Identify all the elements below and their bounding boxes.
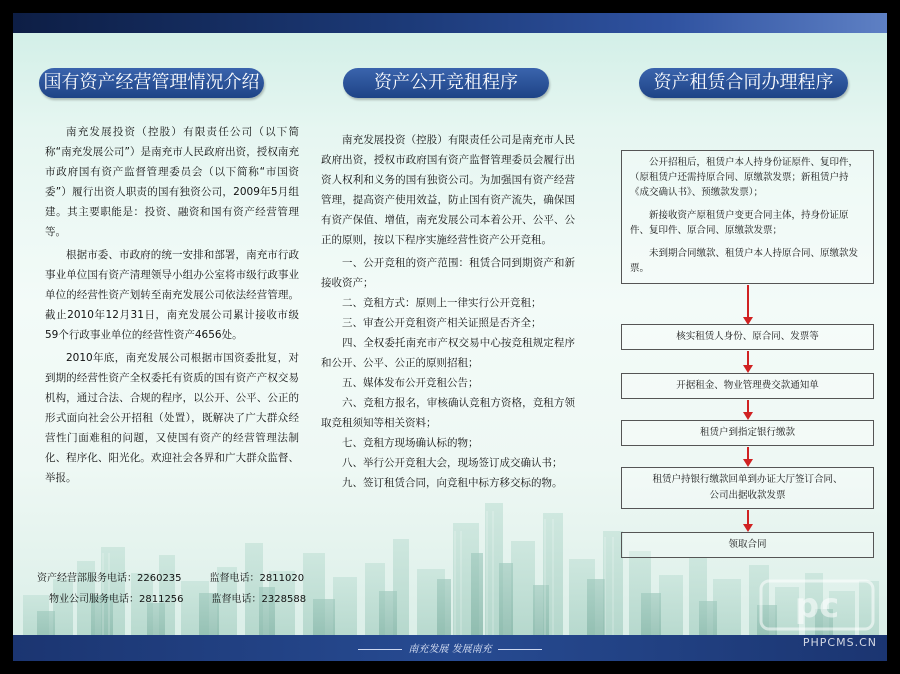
flow-step-collect-contract <box>621 532 874 558</box>
intro-paragraph-2: 根据市委、市政府的统一安排和部署，南充市行政事业单位国有资产清理领导小组办公室将市级行政事业单位的经营性资产划转至南充发展公司依法经营管理。截止2010年12月31日，南充发展公司累计接收市级59个行政事业单位的经营性资产4656处。 <box>45 249 299 341</box>
flow-step-text: 公司出据收款发票 <box>709 490 786 501</box>
intro-body <box>45 122 299 491</box>
contract-title: 资产租赁合同办理程序 <box>639 68 848 98</box>
contact-label: 物业公司服务电话： <box>49 594 139 605</box>
slogan-divider <box>498 649 542 650</box>
bidding-step: 七、竞租方现场确认标的物； <box>342 437 479 449</box>
bidding-body <box>321 130 575 493</box>
brochure-page <box>13 13 887 661</box>
bidding-step: 六、竞租方报名，审核确认竞租方资格，竞租方领取竞租须知等相关资料； <box>321 397 575 429</box>
supervision-label: 监督电话： <box>211 594 262 605</box>
supervision-phone: 2328588 <box>261 594 307 605</box>
flow-step-text: 核实租赁人身份、原合同、发票等 <box>676 331 819 342</box>
intro-paragraph-1: 南充发展投资（控股）有限责任公司（以下简称“南充发展公司”）是南充市人民政府出资，授权南充市政府国有资产监督管理委员会（以下简称“市国资委”）履行出资人职责的国有独资公司，2009年5月组建。其主要职能是：投资、融资和国有资产经营管理等。 <box>45 126 299 238</box>
bidding-step: 八、举行公开竞租大会，现场签订成交确认书； <box>342 457 563 469</box>
flow-step-text: 租赁户到指定银行缴款 <box>699 427 795 438</box>
bidding-title: 资产公开竞租程序 <box>343 68 549 98</box>
contact-row-asset <box>37 568 306 589</box>
flow-step-sign-contract <box>621 467 874 509</box>
contact-phone: 2811256 <box>139 594 184 605</box>
supervision-label: 监督电话： <box>209 573 260 584</box>
bidding-intro: 南充发展投资（控股）有限责任公司是南充市人民政府出资，授权市政府国有资产监督管理委员会履行出资人权利和义务的国有独资公司。为加强国有资产经营管理，提高资产使用效益，防止国有资产流失，确保国有资产保值、增值，南充发展公司本着公开、公平、公正的原则，按以下程序实施经营性资产公开竞租。 <box>321 134 575 246</box>
bidding-step: 九、签订租赁合同，向竞租中标方移交标的物。 <box>342 477 563 489</box>
supervision-phone: 2811020 <box>259 573 305 584</box>
svg-text:pc: pc <box>794 586 840 626</box>
bidding-step: 四、全权委托南充市产权交易中心按竞租规定程序和公开、公平、公正的原则招租； <box>321 337 575 369</box>
contact-phones <box>37 568 306 610</box>
contract-notes-box <box>621 150 874 284</box>
flow-arrow <box>743 285 753 325</box>
flow-step-text: 开据租金、物业管理费交款通知单 <box>676 380 819 391</box>
intro-paragraph-3: 2010年底，南充发展公司根据市国资委批复，对到期的经营性资产全权委托有资质的国有资产产权交易机构，通过合法、合规的程序，以公开、公平、公正的形式面向社会公开招租（处置），既解决了广大群众经营性门面难租的问题，又使国有资产的经营管理法制化、程序化、阳光化。欢迎社会各界和广大群众监督、举报。 <box>45 352 299 484</box>
flow-step-verify <box>621 324 874 350</box>
slogan-divider <box>358 649 402 650</box>
contract-note: 未到期合同缴款、租赁户本人持原合同、原缴款发票。 <box>630 248 859 274</box>
bidding-step: 五、媒体发布公开竞租公告； <box>342 377 479 389</box>
watermark-logo <box>757 579 877 631</box>
flow-step-payment-notice <box>621 373 874 399</box>
contact-phone: 2260235 <box>137 573 182 584</box>
contract-note: 公开招租后，租赁户本人持身份证原件、复印件，（原租赁户还需持原合同、原缴款发票；新租赁户持《成交确认书》、预缴款发票）； <box>630 157 859 198</box>
footer-slogan <box>13 640 887 655</box>
flow-step-text: 租赁户持银行缴款回单到办证大厅签订合同、 <box>652 474 843 485</box>
bidding-step: 三、审查公开竞租资产相关证照是否齐全； <box>342 317 542 329</box>
contract-note: 新接收资产原租赁户变更合同主体，持身份证原件、复印件、原合同、原缴款发票； <box>630 210 849 236</box>
flow-arrow <box>743 351 753 373</box>
contact-row-property <box>37 589 306 610</box>
contact-label: 资产经营部服务电话： <box>37 573 137 584</box>
flow-arrow <box>743 510 753 532</box>
intro-title: 国有资产经营管理情况介绍 <box>39 68 264 98</box>
watermark-text: PHPCMS.CN <box>802 636 877 649</box>
bidding-step: 二、竞租方式：原则上一律实行公开竞租； <box>342 297 542 309</box>
flow-arrow <box>743 447 753 467</box>
flow-step-text: 领取合同 <box>728 539 767 550</box>
flow-step-bank-payment <box>621 420 874 446</box>
flow-arrow <box>743 400 753 420</box>
slogan-text: 南充发展 发展南充 <box>408 644 492 655</box>
top-banner <box>13 13 887 33</box>
bidding-step: 一、公开竞租的资产范围：租赁合同到期资产和新接收资产； <box>321 257 575 289</box>
